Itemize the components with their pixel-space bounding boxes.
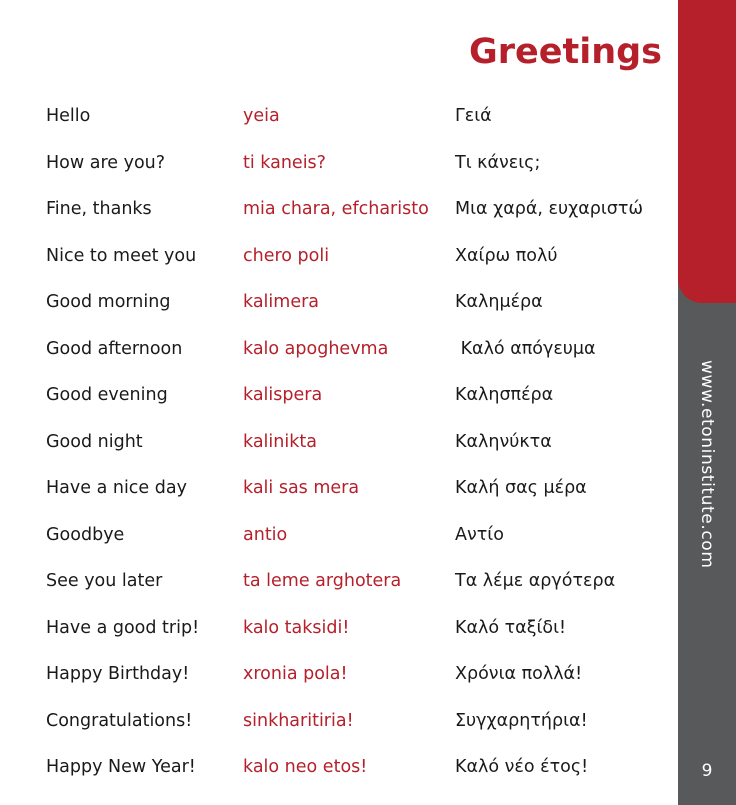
phrase-row — [46, 93, 676, 140]
greek-phrase: Καλησπέρα — [455, 385, 554, 405]
english-phrase: Nice to meet you — [46, 245, 197, 266]
transliteration: antio — [243, 524, 288, 545]
greek-phrase: Καλημέρα — [455, 292, 543, 312]
transliteration: kalo apoghevma — [243, 338, 389, 359]
greek-phrase: Καλό νέο έτος! — [455, 757, 589, 777]
greek-phrase: Τα λέμε αργότερα — [455, 571, 616, 591]
greek-phrase: Συγχαρητήρια! — [455, 710, 588, 731]
greek-phrase: Καλό απόγευμα — [455, 338, 596, 359]
phrase-row — [46, 512, 676, 559]
transliteration: xronia pola! — [243, 664, 348, 684]
transliteration: yeia — [243, 106, 280, 126]
transliteration: ta leme arghotera — [243, 571, 402, 591]
greek-phrase: Καλό ταξίδι! — [455, 617, 567, 638]
english-phrase: Fine, thanks — [46, 199, 152, 219]
english-phrase: Have a good trip! — [46, 617, 200, 638]
english-phrase: Hello — [46, 106, 91, 126]
english-phrase: Happy Birthday! — [46, 664, 190, 684]
phrase-row — [46, 651, 676, 698]
transliteration: kalinikta — [243, 431, 317, 452]
website-url: www.etoninstitute.com — [697, 360, 717, 569]
transliteration: kalo taksidi! — [243, 617, 350, 638]
english-phrase: Good afternoon — [46, 338, 183, 359]
english-phrase: See you later — [46, 571, 163, 591]
greek-phrase: Καληνύκτα — [455, 431, 552, 452]
phrase-row — [46, 744, 676, 791]
greek-phrase: Χρόνια πολλά! — [455, 664, 583, 684]
phrase-row — [46, 465, 676, 512]
phrase-row — [46, 605, 676, 652]
phrase-row — [46, 326, 676, 373]
transliteration: chero poli — [243, 245, 330, 266]
greek-phrase: Χαίρω πολύ — [455, 245, 558, 266]
greek-phrase: Αντίο — [455, 524, 504, 545]
transliteration: ti kaneis? — [243, 152, 326, 173]
english-phrase: Good evening — [46, 385, 168, 405]
greek-phrase: Καλή σας μέρα — [455, 478, 587, 498]
sidebar-red-tab — [678, 0, 736, 303]
transliteration: kalispera — [243, 385, 323, 405]
phrase-row — [46, 419, 676, 466]
page-number: 9 — [701, 761, 713, 781]
page-title: Greetings — [469, 32, 662, 72]
transliteration: kalo neo etos! — [243, 757, 368, 777]
transliteration: kali sas mera — [243, 478, 360, 498]
phrase-row — [46, 186, 676, 233]
transliteration: mia chara, efcharisto — [243, 199, 429, 219]
greek-phrase: Τι κάνεις; — [455, 152, 541, 173]
phrase-row — [46, 233, 676, 280]
english-phrase: How are you? — [46, 152, 166, 173]
greek-phrase: Γειά — [455, 106, 492, 126]
english-phrase: Good morning — [46, 292, 171, 312]
phrase-row — [46, 372, 676, 419]
phrase-row — [46, 698, 676, 745]
english-phrase: Congratulations! — [46, 710, 193, 731]
english-phrase: Happy New Year! — [46, 757, 196, 777]
english-phrase: Goodbye — [46, 524, 125, 545]
greek-phrase: Μια χαρά, ευχαριστώ — [455, 199, 644, 219]
phrase-row — [46, 140, 676, 187]
phrase-row — [46, 279, 676, 326]
phrase-row — [46, 558, 676, 605]
english-phrase: Good night — [46, 431, 143, 452]
transliteration: kalimera — [243, 292, 320, 312]
english-phrase: Have a nice day — [46, 478, 187, 498]
phrase-table — [46, 93, 676, 791]
transliteration: sinkharitiria! — [243, 710, 354, 731]
